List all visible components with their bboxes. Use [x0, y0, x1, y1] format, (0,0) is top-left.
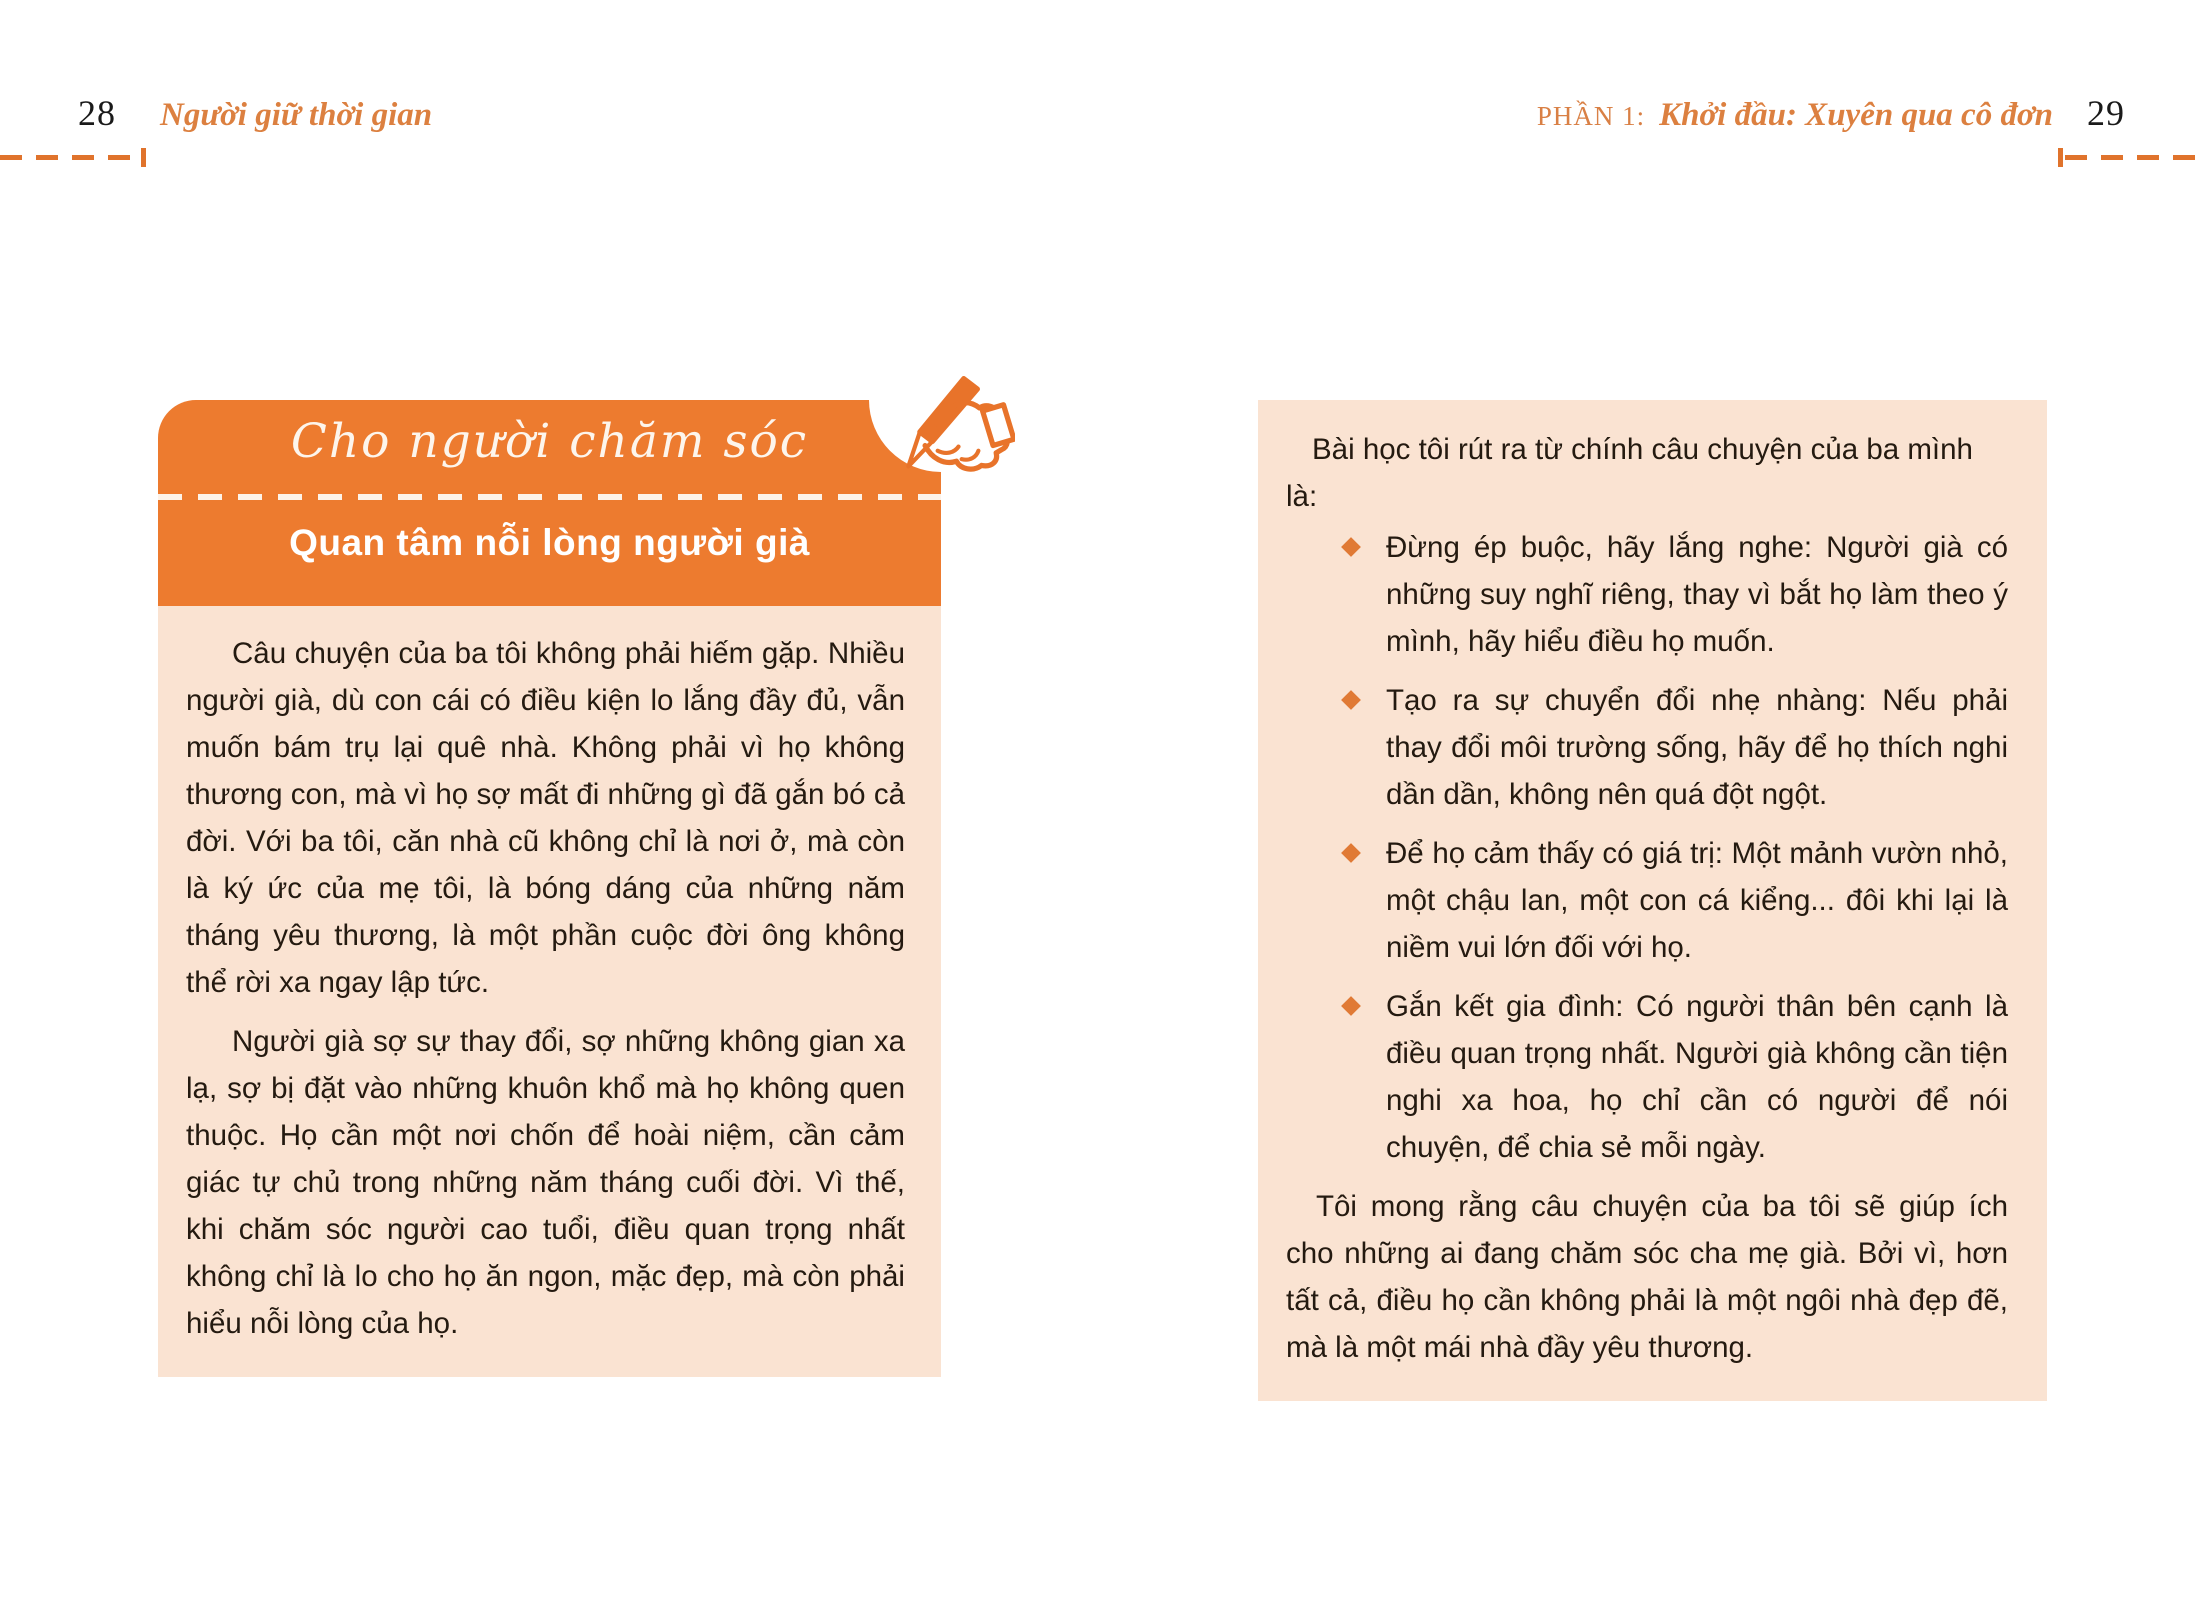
panel-closing: Tôi mong rằng câu chuyện của ba tôi sẽ giúp ích cho những ai đang chăm sóc cha mẹ già. Bởi vì, hơn tất cả, điều họ cần không phải là một ngôi nhà đẹp đẽ, mà là một mái nhà đầy yêu thương. — [1286, 1190, 2008, 1364]
caregiver-callout-card — [158, 400, 941, 1377]
right-running-header — [1537, 92, 2125, 134]
bullet-text: Tạo ra sự chuyển đổi nhẹ nhàng: Nếu phải thay đổi môi trường sống, hãy để họ thích nghi dần dần, không nên quá đột ngột. — [1386, 684, 2008, 811]
card-title: Quan tâm nỗi lòng người già — [289, 522, 810, 563]
list-item — [1386, 983, 2008, 1171]
right-dashed-rule — [2058, 147, 2205, 167]
rule-tick — [2058, 148, 2063, 167]
left-page-number: 28 — [78, 93, 116, 133]
list-item — [1386, 524, 2008, 665]
card-kicker: Cho người chăm sóc — [290, 414, 809, 469]
body-paragraph: Người già sợ sự thay đổi, sợ những không gian xa lạ, sợ bị đặt vào những khuôn khổ mà họ không quen thuộc. Họ cần một nơi chốn để hoài niệm, cần cảm giác tự chủ trong những năm tháng cuối đời. Vì thế, khi chăm sóc người cao tuổi, điều quan trọng nhất không chỉ là lo cho họ ăn ngon, mặc đẹp, mà còn phải hiểu nỗi lòng của họ. — [186, 1025, 905, 1340]
card-header — [158, 400, 941, 606]
white-dashed-divider — [158, 494, 941, 500]
bullet-text: Gắn kết gia đình: Có người thân bên cạnh là điều quan trọng nhất. Người già không cần tiện nghi xa hoa, họ chỉ cần có người để nói chuyện, để chia sẻ mỗi ngày. — [1386, 990, 2008, 1164]
dashed-line — [2065, 155, 2205, 160]
body-paragraph: Câu chuyện của ba tôi không phải hiếm gặp. Nhiều người già, dù con cái có điều kiện lo lắng đầy đủ, vẫn muốn bám trụ lại quê nhà. Không phải vì họ không thương con, mà vì họ sợ mất đi những gì đã gắn bó cả đời. Với ba tôi, căn nhà cũ không chỉ là nơi ở, mà còn là ký ức của mẹ tôi, là bóng dáng của những năm tháng yêu thương, là một phần cuộc đời ông không thể rời xa ngay lập tức. — [186, 637, 905, 999]
diamond-bullet-icon — [1341, 843, 1361, 863]
part-label: PHẦN 1: — [1536, 101, 1646, 131]
diamond-bullet-icon — [1341, 537, 1361, 557]
left-running-header — [78, 92, 432, 134]
card-body — [158, 606, 941, 1377]
panel-intro: Bài học tôi rút ra từ chính câu chuyện của ba mình là: — [1286, 433, 1973, 513]
diamond-bullet-icon — [1341, 996, 1361, 1016]
rule-tick — [141, 148, 146, 167]
dashed-line — [0, 155, 140, 160]
bullet-text: Đừng ép buộc, hãy lắng nghe: Người già có những suy nghĩ riêng, thay vì bắt họ làm theo ý mình, hãy hiểu điều họ muốn. — [1386, 531, 2008, 658]
right-page-number: 29 — [2087, 93, 2125, 133]
bullet-text: Để họ cảm thấy có giá trị: Một mảnh vườn nhỏ, một chậu lan, một con cá kiểng... đôi khi lại là niềm vui lớn đối với họ. — [1386, 837, 2008, 964]
right-running-title: Khởi đầu: Xuyên qua cô đơn — [1659, 97, 2053, 133]
left-running-title: Người giữ thời gian — [160, 97, 433, 133]
lessons-panel — [1258, 400, 2047, 1401]
left-dashed-rule — [0, 147, 146, 167]
list-item — [1386, 830, 2008, 971]
lessons-list — [1286, 524, 2008, 1171]
list-item — [1386, 677, 2008, 818]
diamond-bullet-icon — [1341, 690, 1361, 710]
